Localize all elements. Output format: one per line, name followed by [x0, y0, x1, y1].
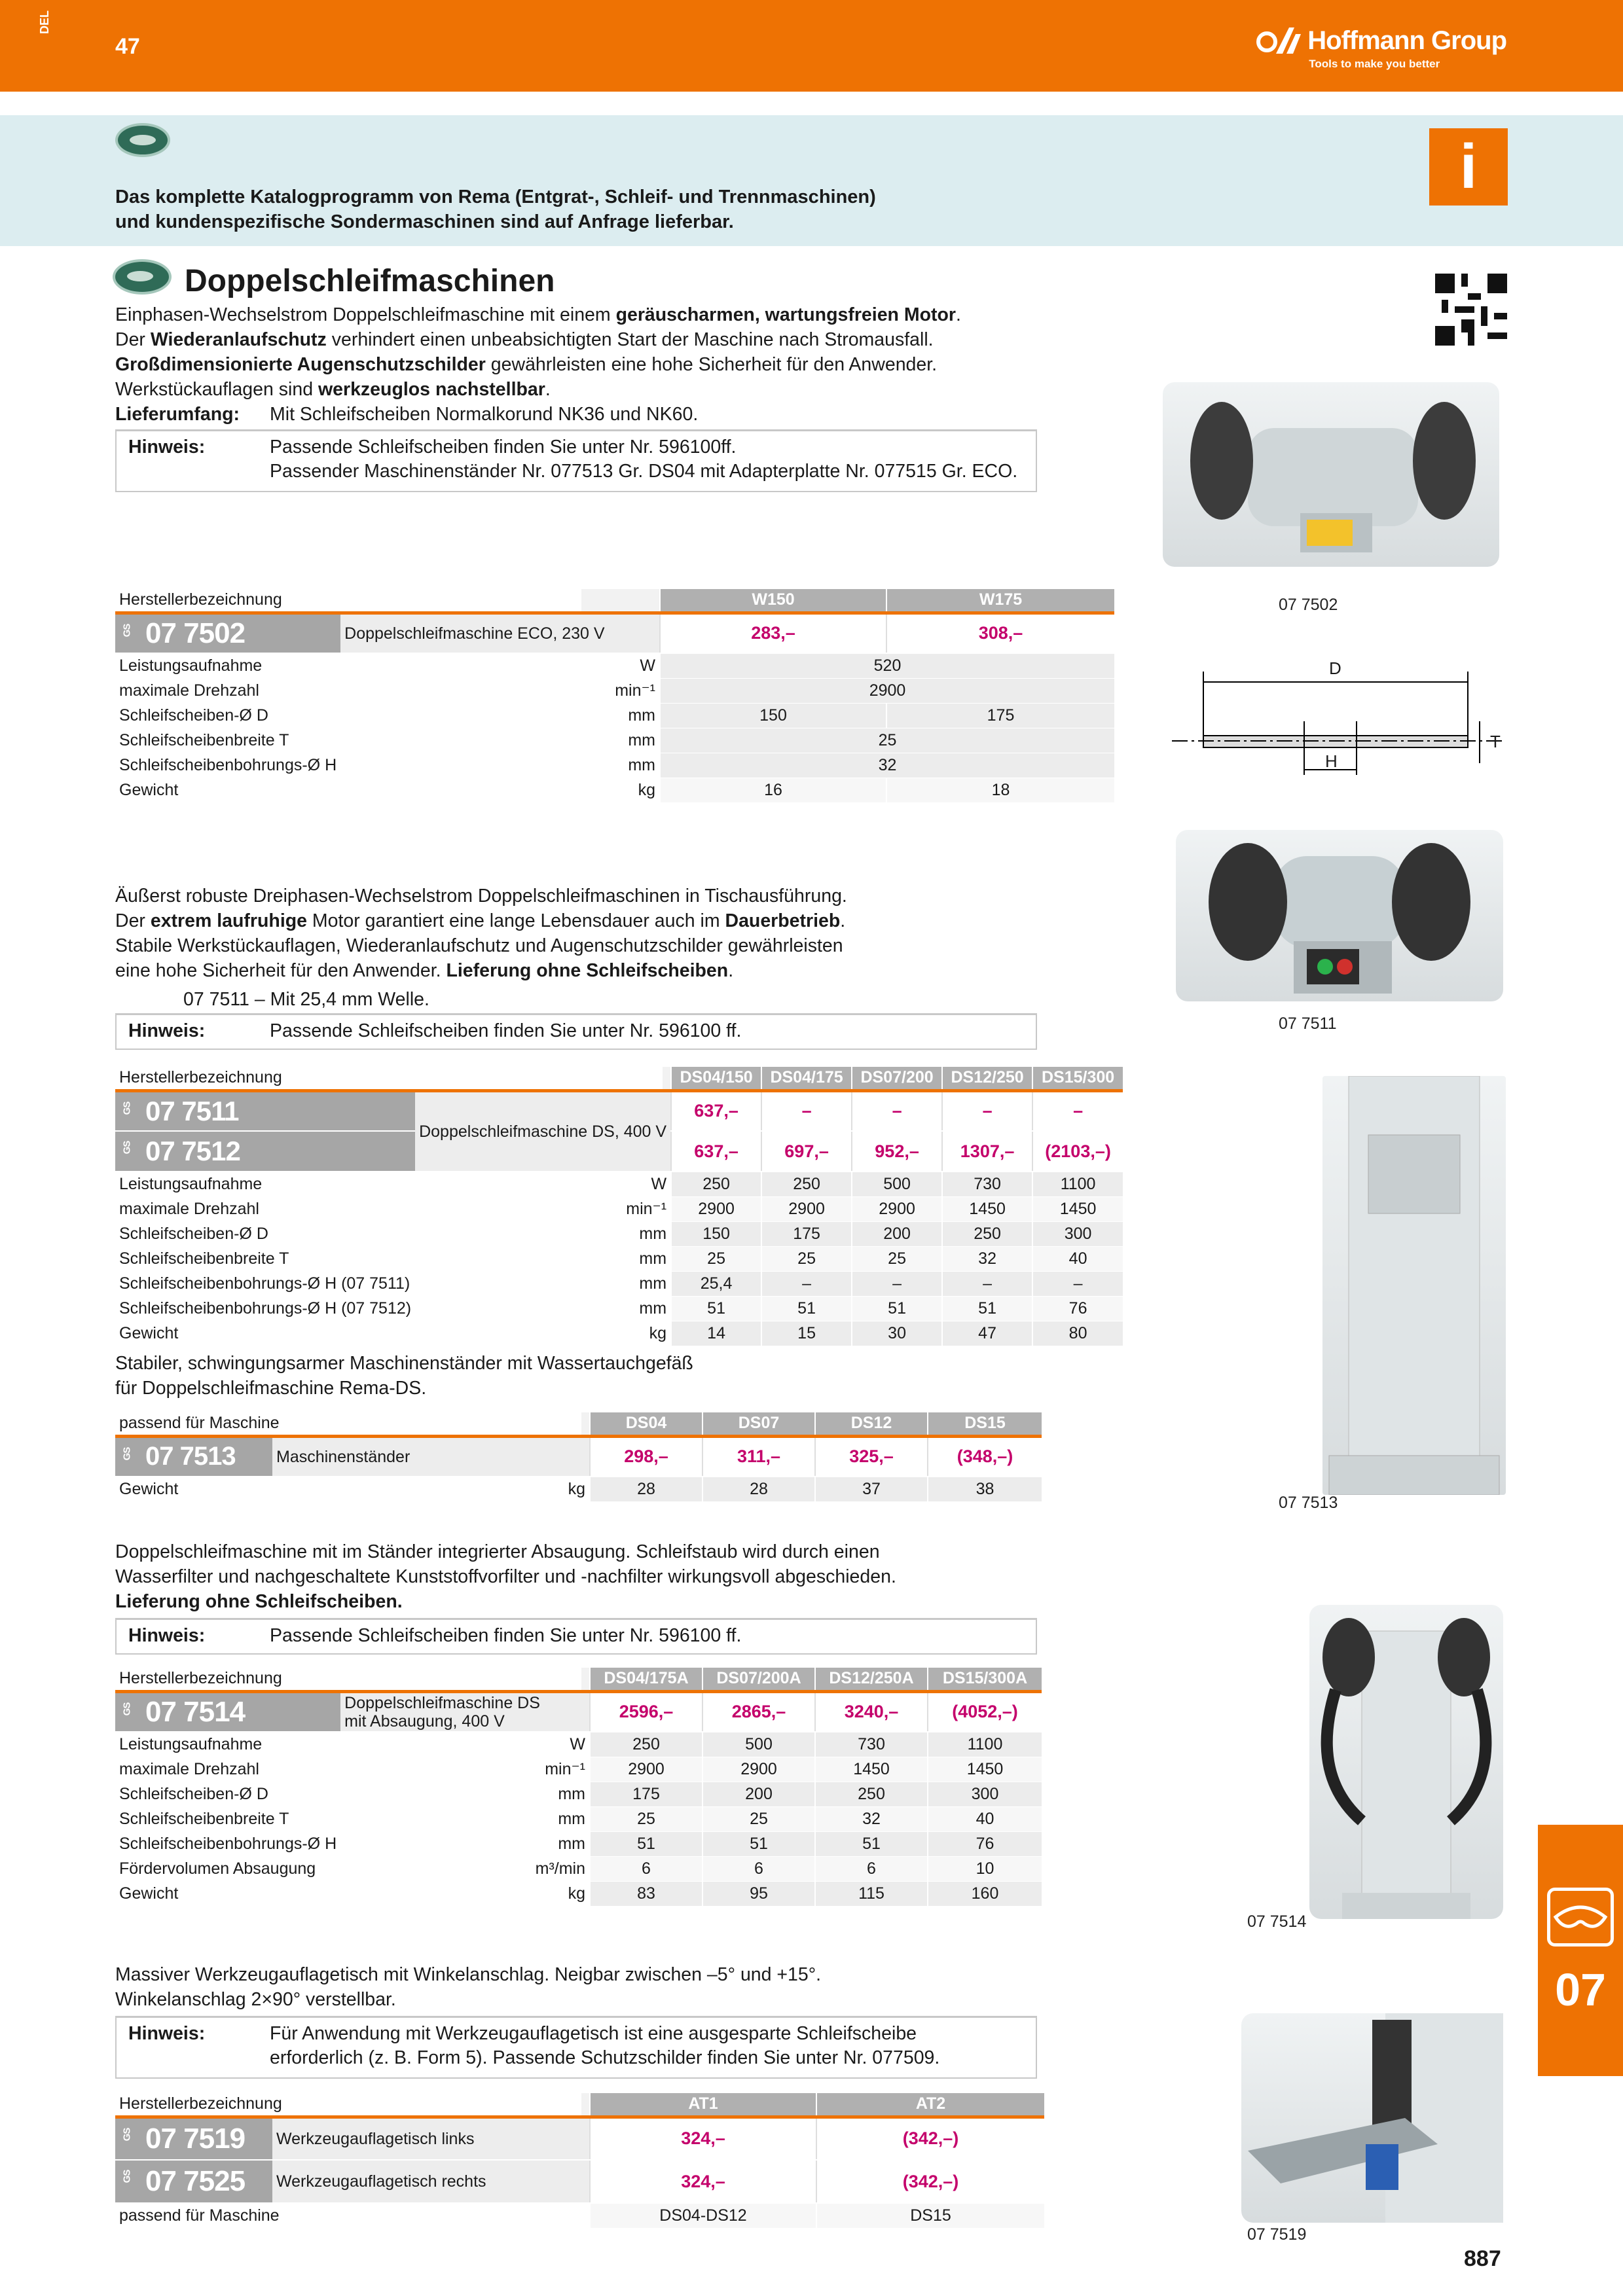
text-t2-rows-4-v-3: – — [942, 1271, 1032, 1296]
info-text — [115, 185, 1294, 234]
intro-line: Einphasen-Wechselstrom Doppelschleifmaschine mit einem geräuscharmen, wartungsfreien Motor. — [115, 304, 961, 325]
text-diagram-h: H — [1325, 751, 1338, 771]
text-t1-label: Herstellerbezeichnung — [115, 589, 581, 613]
text-section-intro-0-1: geräuscharmen, wartungsfreien Motor — [615, 304, 957, 325]
text-t2-rows-4-u: mm — [415, 1271, 671, 1296]
text-t5-cols-1: AT2 — [816, 2093, 1044, 2117]
text-t2-rows-2-n: Schleifscheiben-Ø D — [115, 1221, 415, 1246]
text-t4-rows-0-v-3: 1100 — [928, 1732, 1042, 1757]
text-section-hinweis1_label: Hinweis: — [128, 437, 206, 457]
text-t2-rows-2-v-0: 150 — [671, 1221, 761, 1246]
text-t3-rows-0-v-2: 37 — [815, 1477, 928, 1501]
rema-logo-icon — [113, 259, 172, 295]
text-t3-rows-0-v-1: 28 — [702, 1477, 815, 1501]
text-t2-rows-2-v-2: 200 — [852, 1221, 942, 1246]
text-t1-cols-1: W175 — [886, 589, 1114, 613]
text-t3-rows-0-u: kg — [272, 1477, 590, 1501]
text-t1-rows-1-span: 2900 — [660, 678, 1114, 703]
text-t2-rows-4-v-1: – — [761, 1271, 852, 1296]
table-077513 — [115, 1412, 1042, 1502]
text-t2-rows-5-u: mm — [415, 1296, 671, 1321]
text-t1-rows-5-v-0: 16 — [660, 778, 886, 802]
text-t3-cols-2: DS12 — [815, 1412, 928, 1436]
text-t2-rows-6-v-3: 47 — [942, 1321, 1032, 1346]
text-t4-prices-0: 2596,– — [590, 1691, 702, 1732]
text-t2-rows-4-v-0: 25,4 — [671, 1271, 761, 1296]
text-t2-rows-6-n: Gewicht — [115, 1321, 415, 1346]
intro-line: Der Wiederanlaufschutz verhindert einen unbeabsichtigten Start der Maschine nach Stromausfall. — [115, 329, 934, 350]
product-image-077511 — [1176, 830, 1503, 1001]
table-077502 — [115, 589, 1114, 803]
text-t4-rows-2-n: Schleifscheiben-Ø D — [115, 1782, 340, 1806]
text-t1-rows-5-v-1: 18 — [886, 778, 1114, 802]
caption-077502: 07 7502 — [1279, 596, 1338, 614]
text-t2-prices-0-3: – — [942, 1090, 1032, 1131]
text-t3-cols-3: DS15 — [928, 1412, 1042, 1436]
text-t2-prices-1-1: 697,– — [761, 1131, 852, 1172]
article-code[interactable]: GS 07 7511 — [115, 1090, 415, 1131]
text-t1-rows-0-span: 520 — [660, 653, 1114, 678]
text-t2-rows-0-u: W — [415, 1172, 671, 1196]
text-t2-rows-3-n: Schleifscheibenbreite T — [115, 1246, 415, 1271]
product-image-077519 — [1241, 2013, 1503, 2223]
text-t2-rows-6-v-1: 15 — [761, 1321, 852, 1346]
text-t4-cols-2: DS12/250A — [815, 1668, 928, 1691]
intro-line: Großdimensionierte Augenschutzschilder gewährleisten eine hohe Sicherheit für den Anwender. — [115, 354, 938, 375]
text-t2-prices-1-2: 952,– — [852, 1131, 942, 1172]
text-t2-rows-1-v-0: 2900 — [671, 1196, 761, 1221]
text-section4-lines-1: Wasserfilter und nachgeschaltete Kunststoffvorfilter und -nachfilter wirkungsvoll abgeschieden. — [115, 1566, 896, 1587]
text-t3-cols-0: DS04 — [590, 1412, 702, 1436]
text-t5-label: Herstellerbezeichnung — [115, 2093, 581, 2117]
text-t4-rows-6-v-3: 160 — [928, 1881, 1042, 1906]
text-t2-rows-0-v-3: 730 — [942, 1172, 1032, 1196]
text-t4-rows-1-v-1: 2900 — [702, 1757, 815, 1782]
spec-row — [115, 678, 1114, 703]
text-t4-cols-1: DS07/200A — [702, 1668, 815, 1691]
safety-glasses-icon — [1547, 1888, 1614, 1946]
text-t2-cols-0: DS04/150 — [671, 1067, 761, 1090]
text-t2-rows-3-u: mm — [415, 1246, 671, 1271]
table-077511-077512 — [115, 1067, 1123, 1346]
language-code: DEL — [38, 10, 51, 34]
text-section5-hinweis-1: erforderlich (z. B. Form 5). Passende Schutzschilder finden Sie unter Nr. 077509. — [270, 2047, 940, 2068]
caption-077513: 07 7513 — [1279, 1494, 1338, 1512]
text-t4-rows-4-n: Schleifscheibenbohrungs-Ø H — [115, 1831, 340, 1856]
text-section5-hinweis_label: Hinweis: — [128, 2023, 206, 2044]
text-t5-fit-1: DS15 — [816, 2203, 1044, 2228]
text-section2-lines-3-1: Lieferung ohne Schleifscheiben — [446, 960, 729, 981]
section2-line: Stabile Werkstückauflagen, Wiederanlaufschutz und Augenschutzschilder gewährleisten — [115, 935, 843, 956]
spec-row — [115, 1881, 1042, 1906]
text-t5-fit_label: passend für Maschine — [115, 2203, 581, 2228]
text-t2-rows-5-v-0: 51 — [671, 1296, 761, 1321]
text-info-text_line1: Das komplette Katalogprogramm von Rema (Entgrat-, Schleif- und Trennmaschinen) — [115, 187, 876, 207]
text-t2-rows-3-v-1: 25 — [761, 1246, 852, 1271]
text-t2-rows-1-v-1: 2900 — [761, 1196, 852, 1221]
text-section-lieferumfang: Mit Schleifscheiben Normalkorund NK36 und NK60. — [270, 404, 699, 425]
text-section2-lines-1-3: Dauerbetrieb — [725, 910, 841, 931]
qr-code-icon[interactable] — [1435, 274, 1507, 346]
text-t4-rows-1-n: maximale Drehzahl — [115, 1757, 340, 1782]
spec-row — [115, 1856, 1042, 1881]
text-t1-rows-3-n: Schleifscheibenbreite T — [115, 728, 340, 753]
text-t5-items-1-prices-1: (342,–) — [816, 2160, 1044, 2203]
article-code[interactable]: GS 07 7525 — [115, 2160, 272, 2203]
spec-row — [115, 1196, 1123, 1221]
text-t4-rows-1-v-2: 1450 — [815, 1757, 928, 1782]
chapter-tab[interactable] — [1538, 1825, 1623, 2076]
text-t2-desc: Doppelschleifmaschine DS, 400 V — [415, 1090, 671, 1172]
text-t2-rows-0-n: Leistungsaufnahme — [115, 1172, 415, 1196]
intro-text — [115, 302, 1071, 402]
text-t5-items-0-prices-0: 324,– — [590, 2117, 816, 2160]
text-t2-rows-5-n: Schleifscheibenbohrungs-Ø H (07 7512) — [115, 1296, 415, 1321]
spec-row — [115, 778, 1114, 802]
caption-077514: 07 7514 — [1247, 1912, 1307, 1931]
spec-row — [115, 1782, 1042, 1806]
text-t2-cols-1: DS04/175 — [761, 1067, 852, 1090]
text-t5-items-0-desc: Werkzeugauflagetisch links — [272, 2117, 590, 2160]
text-t2-rows-2-u: mm — [415, 1221, 671, 1246]
text-diagram-t: T — [1490, 732, 1501, 751]
text-section4-hinweis_label: Hinweis: — [128, 1625, 206, 1646]
brand-name: Hoffmann Group — [1307, 26, 1506, 55]
text-t4-rows-4-u: mm — [340, 1831, 590, 1856]
text-t2-rows-5-v-1: 51 — [761, 1296, 852, 1321]
text-t2-rows-5-v-2: 51 — [852, 1296, 942, 1321]
text-t2-rows-1-v-4: 1450 — [1032, 1196, 1123, 1221]
text-t4-prices-3: (4052,–) — [928, 1691, 1042, 1732]
section2-text — [115, 884, 1071, 983]
brand-tagline: Tools to make you better — [1309, 58, 1440, 70]
text-t2-rows-2-v-3: 250 — [942, 1221, 1032, 1246]
text-t2-rows-0-v-4: 1100 — [1032, 1172, 1123, 1196]
text-t2-cols-2: DS07/200 — [852, 1067, 942, 1090]
table-077514 — [115, 1668, 1042, 1907]
spec-row — [115, 653, 1114, 678]
spec-row — [115, 728, 1114, 753]
text-t4-rows-5-v-3: 10 — [928, 1856, 1042, 1881]
text-t2-rows-4-v-4: – — [1032, 1271, 1123, 1296]
text-t4-rows-0-v-0: 250 — [590, 1732, 702, 1757]
price: 308,– — [886, 613, 1114, 653]
spec-row — [115, 1321, 1123, 1346]
text-section-hinweis1-0: Passende Schleifscheiben finden Sie unter Nr. 596100ff. — [270, 437, 737, 457]
article-code[interactable]: GS 07 7519 — [115, 2117, 272, 2160]
text-t2-rows-2-v-1: 175 — [761, 1221, 852, 1246]
text-section3-lines-0: Stabiler, schwingungsarmer Maschinenständer mit Wassertauchgefäß — [115, 1353, 693, 1374]
product-image-077513 — [1322, 1076, 1506, 1495]
header-page-number: 47 — [115, 34, 140, 59]
text-t2-prices-0-0: 637,– — [671, 1090, 761, 1131]
text-t2-rows-5-v-4: 76 — [1032, 1296, 1123, 1321]
lieferumfang — [115, 402, 1071, 427]
text-t2-cols-4: DS15/300 — [1032, 1067, 1123, 1090]
text-section5-hinweis-0: Für Anwendung mit Werkzeugauflagetisch ist eine ausgesparte Schleifscheibe — [270, 2023, 917, 2044]
text-t4-rows-3-v-1: 25 — [702, 1806, 815, 1831]
text-t4-rows-4-v-1: 51 — [702, 1831, 815, 1856]
table-077519-077525 — [115, 2093, 1044, 2229]
text-section5-lines-0: Massiver Werkzeugauflagetisch mit Winkelanschlag. Neigbar zwischen –5° und +15°. — [115, 1964, 822, 1985]
text-diagram-d: D — [1329, 658, 1341, 678]
text-t4-desc1: Doppelschleifmaschine DS — [344, 1693, 540, 1712]
text-t2-rows-0-v-1: 250 — [761, 1172, 852, 1196]
text-info-text_line2: und kundenspezifische Sondermaschinen sind auf Anfrage lieferbar. — [115, 211, 734, 232]
text-t4-rows-3-v-2: 32 — [815, 1806, 928, 1831]
section2-line: Der extrem laufruhige Motor garantiert eine lange Lebensdauer auch im Dauerbetrieb. — [115, 910, 846, 931]
text-t5-items-1-desc: Werkzeugauflagetisch rechts — [272, 2160, 590, 2203]
section5-text — [115, 1962, 1071, 2012]
text-t2-rows-1-v-3: 1450 — [942, 1196, 1032, 1221]
text-t4-rows-1-v-0: 2900 — [590, 1757, 702, 1782]
text-t3-desc: Maschinenständer — [272, 1436, 590, 1477]
text-t4-prices-1: 2865,– — [702, 1691, 815, 1732]
text-t2-rows-6-v-2: 30 — [852, 1321, 942, 1346]
text-t2-rows-2-v-4: 300 — [1032, 1221, 1123, 1246]
text-t4-rows-0-n: Leistungsaufnahme — [115, 1732, 340, 1757]
spec-row — [115, 703, 1114, 728]
text-t1-rows-3-span: 25 — [660, 728, 1114, 753]
text-t1-rows-2-v-1: 175 — [886, 703, 1114, 728]
text-t4-rows-4-v-2: 51 — [815, 1831, 928, 1856]
intro-line: Werkstückauflagen sind werkzeuglos nachstellbar. — [115, 379, 551, 400]
text-t2-prices-1-4: (2103,–) — [1032, 1131, 1123, 1172]
text-section2-lines-1-1: extrem laufruhige — [150, 910, 307, 931]
text-t2-rows-3-v-0: 25 — [671, 1246, 761, 1271]
text-t4-cols-0: DS04/175A — [590, 1668, 702, 1691]
caption-077511: 07 7511 — [1279, 1014, 1337, 1033]
text-t5-cols-0: AT1 — [590, 2093, 816, 2117]
text-t1-rows-0-n: Leistungsaufnahme — [115, 653, 340, 678]
text-t4-label: Herstellerbezeichnung — [115, 1668, 581, 1691]
article-code[interactable]: GS 07 7502 — [115, 613, 340, 653]
text-t2-rows-3-v-4: 40 — [1032, 1246, 1123, 1271]
text-t2-prices-0-2: – — [852, 1090, 942, 1131]
text-t1-rows-5-u: kg — [340, 778, 660, 802]
section-title: Doppelschleifmaschinen — [185, 264, 555, 298]
text-t4-rows-3-v-0: 25 — [590, 1806, 702, 1831]
text-t1-rows-2-v-0: 150 — [660, 703, 886, 728]
text-t4-rows-0-v-1: 500 — [702, 1732, 815, 1757]
price: 283,– — [660, 613, 886, 653]
text-t2-rows-6-v-4: 80 — [1032, 1321, 1123, 1346]
text-section4-bold: Lieferung ohne Schleifscheiben. — [115, 1591, 403, 1612]
text-t4-rows-6-v-0: 83 — [590, 1881, 702, 1906]
caption-077519: 07 7519 — [1247, 2225, 1307, 2244]
text-t4-rows-5-n: Fördervolumen Absaugung — [115, 1856, 340, 1881]
text-t2-prices-0-1: – — [761, 1090, 852, 1131]
section3-text — [115, 1351, 1071, 1401]
text-t2-rows-0-v-0: 250 — [671, 1172, 761, 1196]
text-t1-desc: Doppelschleifmaschine ECO, 230 V — [340, 613, 660, 653]
spec-row — [115, 1172, 1123, 1196]
info-icon: i — [1429, 128, 1508, 206]
text-t4-rows-5-v-2: 6 — [815, 1856, 928, 1881]
dimension-diagram — [1165, 658, 1506, 789]
text-t4-rows-4-v-3: 76 — [928, 1831, 1042, 1856]
text-t3-cols-1: DS07 — [702, 1412, 815, 1436]
text-t4-rows-5-v-1: 6 — [702, 1856, 815, 1881]
spec-row — [115, 1246, 1123, 1271]
spec-row — [115, 753, 1114, 778]
text-t2-rows-5-v-3: 51 — [942, 1296, 1032, 1321]
text-t2-prices-0-4: – — [1032, 1090, 1123, 1131]
text-section2-hinweis: Passende Schleifscheiben finden Sie unter Nr. 596100 ff. — [270, 1020, 742, 1041]
text-t2-rows-1-u: min⁻¹ — [415, 1196, 671, 1221]
text-section-lieferumfang_label: Lieferumfang: — [115, 404, 240, 425]
spec-row — [115, 1221, 1123, 1246]
hoffmann-logo-icon — [1256, 25, 1304, 56]
text-t5-items-1-prices-0: 324,– — [590, 2160, 816, 2203]
text-t1-rows-2-u: mm — [340, 703, 660, 728]
text-section-intro-2-1: Großdimensionierte Augenschutzschilder — [115, 354, 486, 375]
text-t2-rows-4-v-2: – — [852, 1271, 942, 1296]
text-t4-rows-2-u: mm — [340, 1782, 590, 1806]
article-code[interactable]: GS 07 7514 — [115, 1691, 340, 1732]
text-t1-rows-0-u: W — [340, 653, 660, 678]
text-t4-rows-3-n: Schleifscheibenbreite T — [115, 1806, 340, 1831]
text-t2-rows-0-v-2: 500 — [852, 1172, 942, 1196]
hinweis-box-1 — [115, 429, 1037, 492]
text-t4-rows-5-v-0: 6 — [590, 1856, 702, 1881]
text-t2-cols-3: DS12/250 — [942, 1067, 1032, 1090]
text-t1-cols-0: W150 — [660, 589, 886, 613]
text-t4-rows-1-u: min⁻¹ — [340, 1757, 590, 1782]
text-section-hinweis1-1: Passender Maschinenständer Nr. 077513 Gr. DS04 mit Adapterplatte Nr. 077515 Gr. ECO. — [270, 461, 1018, 482]
section2-line: Äußerst robuste Dreiphasen-Wechselstrom Doppelschleifmaschinen in Tischausführung. — [115, 886, 847, 906]
text-t4-rows-6-v-2: 115 — [815, 1881, 928, 1906]
text-section5-lines-1: Winkelanschlag 2×90° verstellbar. — [115, 1989, 396, 2010]
text-t4-rows-2-v-2: 250 — [815, 1782, 928, 1806]
text-t2-rows-6-v-0: 14 — [671, 1321, 761, 1346]
text-t2-rows-1-n: maximale Drehzahl — [115, 1196, 415, 1221]
text-t3-prices-2: 325,– — [815, 1436, 928, 1477]
text-t4-rows-6-u: kg — [340, 1881, 590, 1906]
text-section4-hinweis: Passende Schleifscheiben finden Sie unter Nr. 596100 ff. — [270, 1625, 742, 1646]
text-t2-rows-3-v-3: 32 — [942, 1246, 1032, 1271]
text-t3-prices-3: (348,–) — [928, 1436, 1042, 1477]
text-t2-prices-1-0: 637,– — [671, 1131, 761, 1172]
spec-row — [115, 1732, 1042, 1757]
text-t4-rows-1-v-3: 1450 — [928, 1757, 1042, 1782]
text-section2-hinweis_label: Hinweis: — [128, 1020, 206, 1041]
hinweis-box-2 — [115, 1013, 1037, 1050]
spec-row — [115, 1271, 1123, 1296]
spec-row — [115, 1806, 1042, 1831]
text-t1-rows-4-u: mm — [340, 753, 660, 778]
text-t1-rows-3-u: mm — [340, 728, 660, 753]
text-t4-rows-5-u: m³/min — [340, 1856, 590, 1881]
text-t3-rows-0-v-0: 28 — [590, 1477, 702, 1501]
spec-row — [115, 1831, 1042, 1856]
hinweis-box-5 — [115, 2016, 1037, 2079]
brand-logo[interactable] — [1256, 25, 1506, 71]
spec-row — [115, 1757, 1042, 1782]
article-code[interactable]: GS 07 7513 — [115, 1436, 272, 1477]
text-t4-rows-0-v-2: 730 — [815, 1732, 928, 1757]
product-image-077514 — [1309, 1605, 1503, 1919]
text-t2-rows-1-v-2: 2900 — [852, 1196, 942, 1221]
text-t4-rows-6-n: Gewicht — [115, 1881, 340, 1906]
product-image-077502 — [1163, 382, 1499, 567]
text-t4-rows-3-u: mm — [340, 1806, 590, 1831]
text-section4-lines-0: Doppelschleifmaschine mit im Ständer integrierter Absaugung. Schleifstaub wird durch einen — [115, 1541, 880, 1562]
text-t4-cols-3: DS15/300A — [928, 1668, 1042, 1691]
spec-row — [115, 1296, 1123, 1321]
section4-text — [115, 1539, 1071, 1614]
text-t1-rows-1-n: maximale Drehzahl — [115, 678, 340, 703]
text-t4-desc2: mit Absaugung, 400 V — [344, 1712, 505, 1731]
text-t2-prices-1-3: 1307,– — [942, 1131, 1032, 1172]
text-t2-rows-3-v-2: 25 — [852, 1246, 942, 1271]
text-t4-rows-0-u: W — [340, 1732, 590, 1757]
article-code[interactable]: GS 07 7512 — [115, 1131, 415, 1172]
text-t1-rows-5-n: Gewicht — [115, 778, 340, 802]
text-t4-rows-4-v-0: 51 — [590, 1831, 702, 1856]
text-side_tab-number: 07 — [1555, 1964, 1606, 2015]
text-t3-rows-0-v-3: 38 — [928, 1477, 1042, 1501]
text-t1-rows-2-n: Schleifscheiben-Ø D — [115, 703, 340, 728]
text-t3-rows-0-n: Gewicht — [115, 1477, 272, 1501]
text-section-intro-3-1: werkzeuglos nachstellbar — [318, 379, 545, 400]
text-t4-rows-2-v-1: 200 — [702, 1782, 815, 1806]
text-t4-rows-3-v-3: 40 — [928, 1806, 1042, 1831]
text-section3-lines-1: für Doppelschleifmaschine Rema-DS. — [115, 1378, 427, 1399]
text-t3-label: passend für Maschine — [115, 1412, 581, 1436]
text-t2-label: Herstellerbezeichnung — [115, 1067, 663, 1090]
rema-logo-icon — [115, 123, 170, 157]
spec-row — [115, 1477, 1042, 1501]
text-t3-prices-0: 298,– — [590, 1436, 702, 1477]
text-t2-rows-4-n: Schleifscheibenbohrungs-Ø H (07 7511) — [115, 1271, 415, 1296]
text-t4-prices-2: 3240,– — [815, 1691, 928, 1732]
page-number: 887 — [1464, 2246, 1501, 2271]
header-bar — [0, 0, 1623, 92]
text-t1-rows-4-n: Schleifscheibenbohrungs-Ø H — [115, 753, 340, 778]
text-t5-items-0-prices-1: (342,–) — [816, 2117, 1044, 2160]
section2-note: 07 7511 – Mit 25,4 mm Welle. — [183, 989, 429, 1010]
text-t3-prices-1: 311,– — [702, 1436, 815, 1477]
text-t1-rows-4-span: 32 — [660, 753, 1114, 778]
section2-line: eine hohe Sicherheit für den Anwender. Lieferung ohne Schleifscheiben. — [115, 960, 734, 981]
text-t5-fit-0: DS04-DS12 — [590, 2203, 816, 2228]
hinweis-box-4 — [115, 1618, 1037, 1655]
text-t4-rows-2-v-0: 175 — [590, 1782, 702, 1806]
text-t1-rows-1-u: min⁻¹ — [340, 678, 660, 703]
text-section-intro-1-1: Wiederanlaufschutz — [150, 329, 327, 350]
text-t4-rows-6-v-1: 95 — [702, 1881, 815, 1906]
text-t2-rows-6-u: kg — [415, 1321, 671, 1346]
text-t4-rows-2-v-3: 300 — [928, 1782, 1042, 1806]
